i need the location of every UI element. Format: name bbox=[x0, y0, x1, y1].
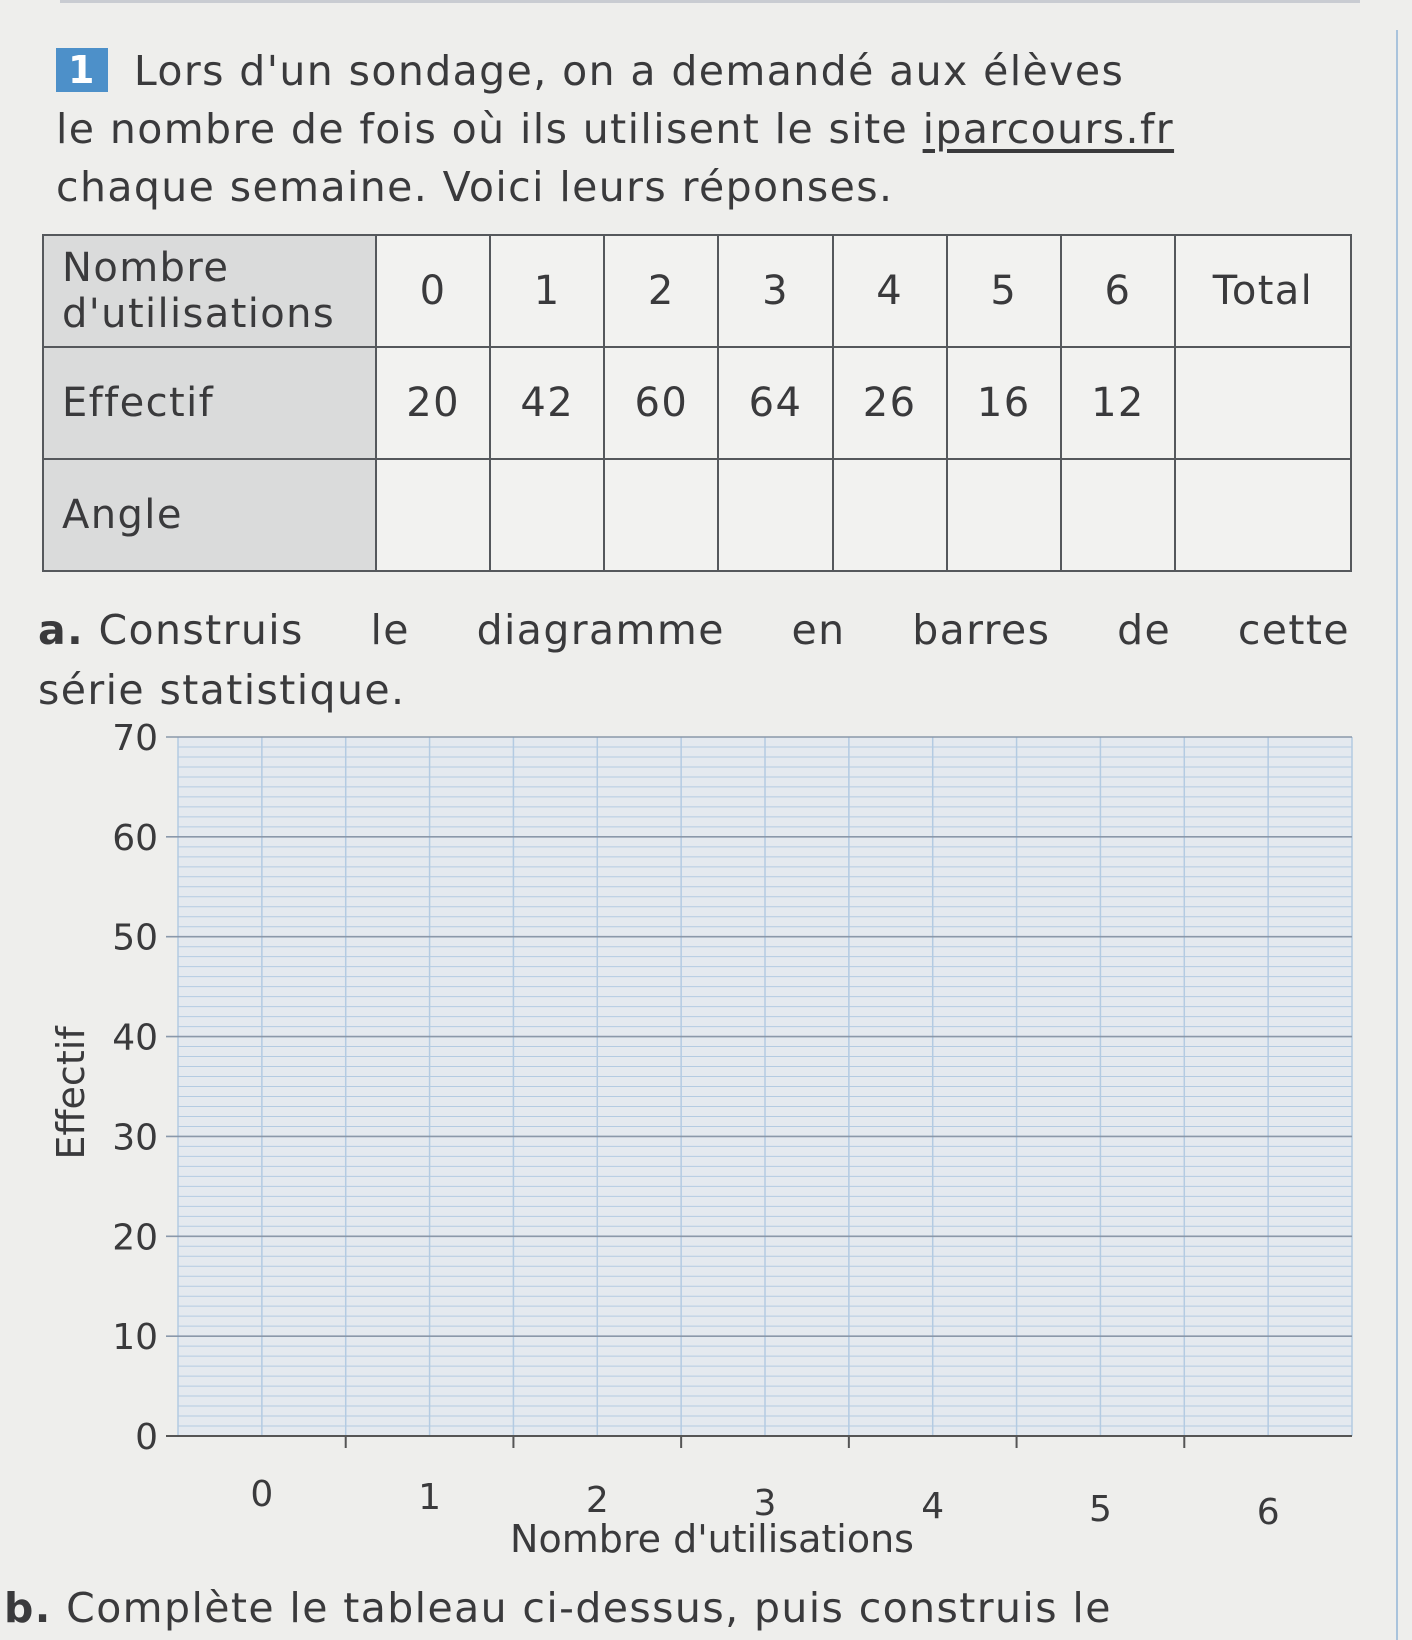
effectif-cell-0: 20 bbox=[376, 347, 490, 459]
exercise-text-3: chaque semaine. Voici leurs réponses. bbox=[56, 163, 894, 211]
question-a-label: a. bbox=[38, 606, 85, 654]
header-label-line-2: d'utilisations bbox=[62, 291, 336, 337]
exercise-number-badge: 1 bbox=[56, 48, 108, 92]
y-tick-label: 20 bbox=[112, 1217, 158, 1259]
question-a-word-4: en bbox=[791, 606, 846, 654]
x-axis-title: Nombre d'utilisations bbox=[510, 1517, 914, 1561]
y-tick-label: 10 bbox=[112, 1317, 158, 1359]
header-label-line-1: Nombre bbox=[62, 245, 230, 291]
header-cell-6: 6 bbox=[1061, 235, 1175, 347]
effectif-cell-4: 26 bbox=[833, 347, 947, 459]
header-cell-1: 1 bbox=[490, 235, 604, 347]
header-cell-3: 3 bbox=[718, 235, 832, 347]
y-tick-label: 40 bbox=[112, 1017, 158, 1059]
exercise-text-1: Lors d'un sondage, on a demandé aux élèves bbox=[133, 47, 1125, 95]
x-tick-label: 4 bbox=[921, 1486, 945, 1527]
x-tick-label: 3 bbox=[753, 1483, 777, 1524]
question-b-label: b. bbox=[4, 1584, 52, 1632]
exercise-text-2: le nombre de fois où ils utilisent le site bbox=[56, 105, 923, 153]
y-tick-label: 50 bbox=[112, 917, 158, 959]
question-a-word-1: a. Construis bbox=[38, 606, 304, 654]
header-cell-total: Total bbox=[1175, 235, 1351, 347]
effectif-cell-6: 12 bbox=[1061, 347, 1175, 459]
header-cell-0: 0 bbox=[376, 235, 490, 347]
x-tick-label: 2 bbox=[585, 1480, 609, 1521]
y-tick-label: 60 bbox=[112, 817, 158, 859]
grid-layer bbox=[166, 737, 1352, 1436]
effectif-cell-3: 64 bbox=[718, 347, 832, 459]
header-cell-4: 4 bbox=[833, 235, 947, 347]
site-link[interactable]: iparcours.fr bbox=[922, 105, 1175, 153]
question-a-word-5: barres bbox=[912, 606, 1051, 654]
y-axis-title: Effectif bbox=[49, 1026, 93, 1160]
question-a-line-2: série statistique. bbox=[38, 666, 406, 714]
x-tick-label: 5 bbox=[1088, 1489, 1112, 1530]
x-tick-label: 1 bbox=[418, 1477, 442, 1518]
question-b-text: Complète le tableau ci-dessus, puis construis le bbox=[66, 1584, 1112, 1632]
y-tick-label: 0 bbox=[135, 1417, 158, 1458]
effectif-cell-1: 42 bbox=[490, 347, 604, 459]
effectif-cell-5: 16 bbox=[947, 347, 1061, 459]
header-cell-2: 2 bbox=[604, 235, 718, 347]
question-a-word-6: de bbox=[1117, 606, 1172, 654]
x-tick-label: 6 bbox=[1256, 1492, 1280, 1533]
x-tick-label: 0 bbox=[250, 1474, 274, 1515]
header-cell-5: 5 bbox=[947, 235, 1061, 347]
question-a-word-3: diagramme bbox=[476, 606, 725, 654]
effectif-cell-2: 60 bbox=[604, 347, 718, 459]
y-tick-label: 30 bbox=[112, 1117, 158, 1159]
y-tick-label: 70 bbox=[112, 718, 158, 759]
question-a-word-2: le bbox=[370, 606, 410, 654]
question-b bbox=[4, 1584, 1112, 1632]
question-a-word-7: cette bbox=[1237, 606, 1350, 654]
axis-layer bbox=[166, 1436, 1352, 1448]
angle-label-cell: Angle bbox=[43, 459, 376, 571]
effectif-label-cell: Effectif bbox=[43, 347, 376, 459]
